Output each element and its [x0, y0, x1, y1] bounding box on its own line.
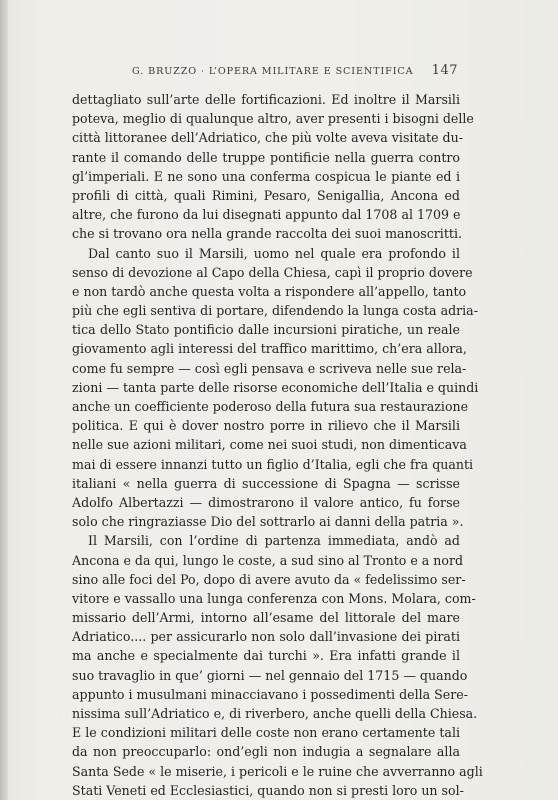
text-line: senso di devozione al Capo della Chiesa, capì il proprio dovere [72, 264, 473, 280]
ink-smudge: · · [58, 713, 69, 722]
body-text [72, 90, 483, 800]
text-line: anche un coefficiente poderoso della futura sua restaurazione [72, 399, 469, 414]
text-line: e non tardò anche questa volta a rispondere all’appello, tanto [72, 283, 467, 299]
text-line: Stati Veneti ed Ecclesiastici, quando non si presti loro un sol- [72, 782, 464, 798]
text-line: politica. E qui è dover nostro porre in rilievo che il Marsili [72, 418, 460, 434]
text-line: Il Marsili, con l’ordine di partenza immediata, andò ad [88, 533, 460, 549]
text-line: Adriatico.... per assicurarlo non solo dall’invasione dei pirati [72, 629, 460, 645]
text-line: poteva, meglio di qualunque altro, aver presenti i bisogni delle [72, 111, 474, 127]
text-line: suo travaglio in que’ giorni — nel gennaio del 1715 — quando [72, 667, 468, 683]
text-line: più che egli sentiva di portare, difendendo la lunga costa adria- [72, 303, 478, 319]
text-line: nissima sull’Adriatico e, di riverbero, anche quelli della Chiesa. [72, 706, 478, 721]
text-line: Santa Sede « le miserie, i pericoli e le ruine che avverranno agli [72, 763, 483, 779]
text-line: rante il comando delle truppe pontificie nella guerra contro [72, 149, 460, 165]
text-line: che si trovano ora nella grande raccolta dei suoi manoscritti. [72, 226, 462, 242]
text-line: come fu sempre — così egli pensava e scriveva nelle sue rela- [72, 360, 467, 376]
text-line: solo che ringraziasse Dio del sottrarlo ai danni della patria ». [72, 514, 464, 530]
text-line: italiani « nella guerra di successione di Spagna — scrisse [72, 475, 460, 491]
text-line: tica dello Stato pontificio dalle incursioni piratiche, un reale [72, 322, 460, 338]
running-title: G. BRUZZO · L’OPERA MILITARE E SCIENTIFICA [132, 66, 414, 77]
page-number: 147 [431, 63, 458, 78]
text-line: gl’imperiali. E ne sono una conferma cospicua le piante ed i [72, 168, 460, 184]
text-line: profili di città, quali Rimini, Pesaro, Senigallia, Ancona ed [72, 187, 460, 203]
text-line: zioni — tanta parte delle risorse economiche dell’Italia e quindi [72, 379, 479, 395]
text-line: altre, che furono da lui disegnati appunto dal 1708 al 1709 e [72, 207, 461, 223]
text-line: dettagliato sull’arte delle fortificazioni. Ed inoltre il Marsili [72, 92, 460, 107]
text-line: Adolfo Albertazzi — dimostrarono il valore antico, fu forse [72, 494, 460, 510]
text-line: ma anche e specialmente dai turchi ». Era infatti grande il [72, 648, 460, 664]
text-line: Ancona e da qui, lungo le coste, a sud sino al Tronto e a nord [72, 552, 464, 568]
text-line: appunto i musulmani minacciavano i possedimenti della Sere- [72, 686, 468, 702]
text-line: mai di essere innanzi tutto un figlio d’Italia, egli che fra quanti [72, 456, 474, 472]
text-line: E le condizioni militari delle coste non erano certamente tali [72, 725, 460, 741]
text-line: sino alle foci del Po, dopo di avere avuto da « fedelissimo ser- [72, 571, 466, 587]
text-line: vitore e vassallo una lunga conferenza con Mons. Molara, com- [72, 590, 476, 606]
text-line: Dal canto suo il Marsili, uomo nel quale era profondo il [88, 245, 460, 261]
page-header [72, 63, 460, 81]
text-line: città littoranee dell’Adriatico, che più volte aveva visitate du- [72, 130, 463, 146]
text-line: nelle sue azioni militari, come nei suoi studi, non dimenticava [72, 437, 467, 453]
text-line: da non preoccuparlo: ond’egli non indugia a segnalare alla [72, 744, 460, 760]
text-line: missario dell’Armi, intorno all’esame del littorale del mare [72, 610, 460, 626]
page-spine-shadow [0, 0, 8, 800]
text-line: giovamento agli interessi del traffico marittimo, ch’era allora, [72, 341, 467, 357]
